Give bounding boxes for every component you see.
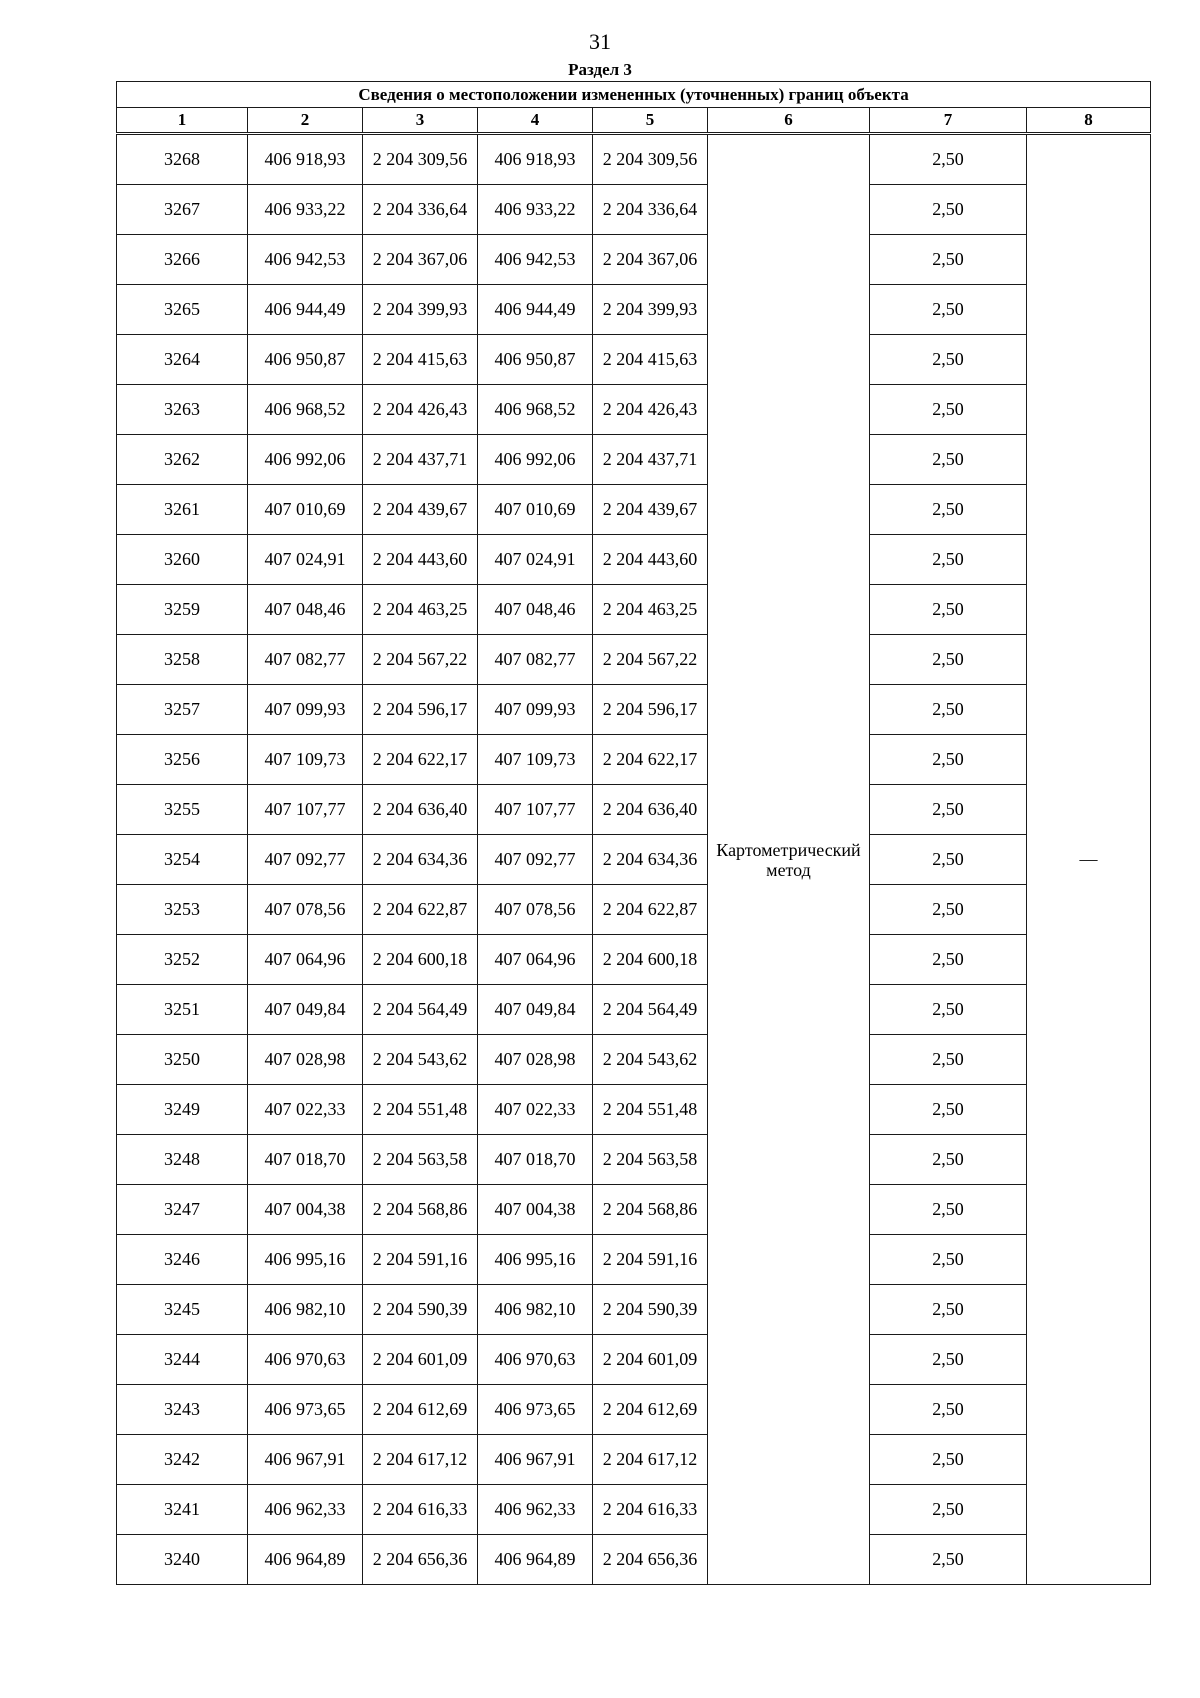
table-row (117, 685, 1151, 735)
y-new-cell: 2 204 568,86 (593, 1185, 708, 1235)
table-caption: Сведения о местоположении измененных (уточненных) границ объекта (117, 82, 1151, 108)
y-existing-cell: 2 204 636,40 (363, 785, 478, 835)
accuracy-cell: 2,50 (870, 134, 1027, 185)
y-existing-cell: 2 204 591,16 (363, 1235, 478, 1285)
point-number-cell: 3253 (117, 885, 248, 935)
table-row (117, 435, 1151, 485)
x-existing-cell: 406 918,93 (248, 134, 363, 185)
x-new-cell: 406 918,93 (478, 134, 593, 185)
y-existing-cell: 2 204 439,67 (363, 485, 478, 535)
table-row (117, 1135, 1151, 1185)
x-new-cell: 407 092,77 (478, 835, 593, 885)
column-header: 2 (248, 108, 363, 134)
x-new-cell: 406 964,89 (478, 1535, 593, 1585)
table-row (117, 585, 1151, 635)
point-number-cell: 3246 (117, 1235, 248, 1285)
table-row (117, 1185, 1151, 1235)
point-number-cell: 3245 (117, 1285, 248, 1335)
point-number-cell: 3240 (117, 1535, 248, 1585)
y-new-cell: 2 204 596,17 (593, 685, 708, 735)
x-existing-cell: 407 107,77 (248, 785, 363, 835)
y-existing-cell: 2 204 564,49 (363, 985, 478, 1035)
column-header: 3 (363, 108, 478, 134)
y-existing-cell: 2 204 596,17 (363, 685, 478, 735)
point-number-cell: 3248 (117, 1135, 248, 1185)
point-number-cell: 3247 (117, 1185, 248, 1235)
y-existing-cell: 2 204 426,43 (363, 385, 478, 435)
y-new-cell: 2 204 567,22 (593, 635, 708, 685)
y-existing-cell: 2 204 622,87 (363, 885, 478, 935)
table-row (117, 1035, 1151, 1085)
x-existing-cell: 407 018,70 (248, 1135, 363, 1185)
x-new-cell: 407 082,77 (478, 635, 593, 685)
x-new-cell: 406 992,06 (478, 435, 593, 485)
y-existing-cell: 2 204 463,25 (363, 585, 478, 635)
y-new-cell: 2 204 443,60 (593, 535, 708, 585)
x-existing-cell: 407 024,91 (248, 535, 363, 585)
y-new-cell: 2 204 564,49 (593, 985, 708, 1035)
table-row (117, 635, 1151, 685)
accuracy-cell: 2,50 (870, 435, 1027, 485)
y-new-cell: 2 204 590,39 (593, 1285, 708, 1335)
y-new-cell: 2 204 463,25 (593, 585, 708, 635)
table-row (117, 185, 1151, 235)
table-row (117, 1335, 1151, 1385)
x-new-cell: 407 024,91 (478, 535, 593, 585)
x-existing-cell: 407 022,33 (248, 1085, 363, 1135)
point-number-cell: 3267 (117, 185, 248, 235)
x-existing-cell: 406 967,91 (248, 1435, 363, 1485)
point-number-cell: 3242 (117, 1435, 248, 1485)
point-number-cell: 3262 (117, 435, 248, 485)
column-header: 5 (593, 108, 708, 134)
table-row (117, 1235, 1151, 1285)
accuracy-cell: 2,50 (870, 385, 1027, 435)
point-number-cell: 3263 (117, 385, 248, 435)
x-new-cell: 406 967,91 (478, 1435, 593, 1485)
accuracy-cell: 2,50 (870, 635, 1027, 685)
y-new-cell: 2 204 426,43 (593, 385, 708, 435)
accuracy-cell: 2,50 (870, 285, 1027, 335)
x-new-cell: 406 995,16 (478, 1235, 593, 1285)
accuracy-cell: 2,50 (870, 535, 1027, 585)
accuracy-cell: 2,50 (870, 235, 1027, 285)
accuracy-cell: 2,50 (870, 685, 1027, 735)
y-existing-cell: 2 204 399,93 (363, 285, 478, 335)
accuracy-cell: 2,50 (870, 1235, 1027, 1285)
point-number-cell: 3261 (117, 485, 248, 535)
y-new-cell: 2 204 543,62 (593, 1035, 708, 1085)
x-existing-cell: 407 082,77 (248, 635, 363, 685)
table-row (117, 1285, 1151, 1335)
table-row (117, 1535, 1151, 1585)
y-existing-cell: 2 204 622,17 (363, 735, 478, 785)
y-new-cell: 2 204 591,16 (593, 1235, 708, 1285)
x-existing-cell: 406 942,53 (248, 235, 363, 285)
x-existing-cell: 407 028,98 (248, 1035, 363, 1085)
point-number-cell: 3244 (117, 1335, 248, 1385)
y-existing-cell: 2 204 309,56 (363, 134, 478, 185)
y-existing-cell: 2 204 437,71 (363, 435, 478, 485)
point-number-cell: 3265 (117, 285, 248, 335)
point-number-cell: 3243 (117, 1385, 248, 1435)
y-existing-cell: 2 204 415,63 (363, 335, 478, 385)
table-row (117, 1385, 1151, 1435)
table-row (117, 335, 1151, 385)
y-existing-cell: 2 204 634,36 (363, 835, 478, 885)
point-number-cell: 3258 (117, 635, 248, 685)
x-existing-cell: 407 092,77 (248, 835, 363, 885)
x-existing-cell: 406 982,10 (248, 1285, 363, 1335)
x-existing-cell: 407 004,38 (248, 1185, 363, 1235)
point-number-cell: 3251 (117, 985, 248, 1035)
y-new-cell: 2 204 367,06 (593, 235, 708, 285)
table-row (117, 935, 1151, 985)
table-row (117, 985, 1151, 1035)
x-existing-cell: 407 064,96 (248, 935, 363, 985)
y-existing-cell: 2 204 616,33 (363, 1485, 478, 1535)
y-existing-cell: 2 204 600,18 (363, 935, 478, 985)
accuracy-cell: 2,50 (870, 785, 1027, 835)
point-number-cell: 3266 (117, 235, 248, 285)
y-new-cell: 2 204 600,18 (593, 935, 708, 985)
point-number-cell: 3255 (117, 785, 248, 835)
y-existing-cell: 2 204 563,58 (363, 1135, 478, 1185)
x-existing-cell: 406 970,63 (248, 1335, 363, 1385)
x-new-cell: 406 982,10 (478, 1285, 593, 1335)
accuracy-cell: 2,50 (870, 1385, 1027, 1435)
y-new-cell: 2 204 336,64 (593, 185, 708, 235)
y-new-cell: 2 204 634,36 (593, 835, 708, 885)
y-new-cell: 2 204 622,87 (593, 885, 708, 935)
column8-cell: — (1027, 134, 1151, 1585)
x-existing-cell: 406 992,06 (248, 435, 363, 485)
x-new-cell: 407 018,70 (478, 1135, 593, 1185)
accuracy-cell: 2,50 (870, 935, 1027, 985)
accuracy-cell: 2,50 (870, 1135, 1027, 1185)
x-existing-cell: 407 048,46 (248, 585, 363, 635)
accuracy-cell: 2,50 (870, 1035, 1027, 1085)
x-new-cell: 407 004,38 (478, 1185, 593, 1235)
accuracy-cell: 2,50 (870, 1285, 1027, 1335)
point-number-cell: 3268 (117, 134, 248, 185)
table-row (117, 785, 1151, 835)
y-existing-cell: 2 204 612,69 (363, 1385, 478, 1435)
y-new-cell: 2 204 437,71 (593, 435, 708, 485)
page-number: 31 (589, 29, 611, 54)
table-body (117, 134, 1151, 1585)
x-existing-cell: 407 099,93 (248, 685, 363, 735)
x-existing-cell: 407 010,69 (248, 485, 363, 535)
x-new-cell: 406 933,22 (478, 185, 593, 235)
x-existing-cell: 406 968,52 (248, 385, 363, 435)
x-existing-cell: 406 933,22 (248, 185, 363, 235)
column-header: 7 (870, 108, 1027, 134)
x-new-cell: 407 107,77 (478, 785, 593, 835)
accuracy-cell: 2,50 (870, 1335, 1027, 1385)
x-existing-cell: 406 995,16 (248, 1235, 363, 1285)
y-existing-cell: 2 204 367,06 (363, 235, 478, 285)
x-new-cell: 407 049,84 (478, 985, 593, 1035)
y-new-cell: 2 204 439,67 (593, 485, 708, 535)
y-existing-cell: 2 204 567,22 (363, 635, 478, 685)
y-new-cell: 2 204 415,63 (593, 335, 708, 385)
accuracy-cell: 2,50 (870, 835, 1027, 885)
x-new-cell: 406 962,33 (478, 1485, 593, 1535)
x-new-cell: 406 950,87 (478, 335, 593, 385)
x-new-cell: 407 010,69 (478, 485, 593, 535)
y-new-cell: 2 204 551,48 (593, 1085, 708, 1135)
column-header: 6 (708, 108, 870, 134)
accuracy-cell: 2,50 (870, 485, 1027, 535)
accuracy-cell: 2,50 (870, 885, 1027, 935)
y-existing-cell: 2 204 617,12 (363, 1435, 478, 1485)
table-row (117, 1085, 1151, 1135)
method-cell: Картометрический метод (708, 134, 870, 1585)
y-new-cell: 2 204 399,93 (593, 285, 708, 335)
point-number-cell: 3250 (117, 1035, 248, 1085)
table-row (117, 485, 1151, 535)
x-new-cell: 407 048,46 (478, 585, 593, 635)
table-row (117, 885, 1151, 935)
x-new-cell: 406 973,65 (478, 1385, 593, 1435)
x-new-cell: 407 064,96 (478, 935, 593, 985)
accuracy-cell: 2,50 (870, 1085, 1027, 1135)
y-new-cell: 2 204 622,17 (593, 735, 708, 785)
point-number-cell: 3252 (117, 935, 248, 985)
x-existing-cell: 406 973,65 (248, 1385, 363, 1435)
x-existing-cell: 407 109,73 (248, 735, 363, 785)
y-new-cell: 2 204 601,09 (593, 1335, 708, 1385)
y-existing-cell: 2 204 336,64 (363, 185, 478, 235)
column-header: 8 (1027, 108, 1151, 134)
x-existing-cell: 406 964,89 (248, 1535, 363, 1585)
y-existing-cell: 2 204 601,09 (363, 1335, 478, 1385)
x-new-cell: 407 099,93 (478, 685, 593, 735)
x-new-cell: 406 968,52 (478, 385, 593, 435)
table-row (117, 285, 1151, 335)
column-header: 4 (478, 108, 593, 134)
y-new-cell: 2 204 617,12 (593, 1435, 708, 1485)
accuracy-cell: 2,50 (870, 1185, 1027, 1235)
x-existing-cell: 406 950,87 (248, 335, 363, 385)
column-header-row (117, 108, 1151, 134)
x-new-cell: 407 022,33 (478, 1085, 593, 1135)
accuracy-cell: 2,50 (870, 1535, 1027, 1585)
table-row (117, 535, 1151, 585)
accuracy-cell: 2,50 (870, 1485, 1027, 1535)
y-new-cell: 2 204 563,58 (593, 1135, 708, 1185)
section-title: Раздел 3 (568, 60, 632, 79)
table-row (117, 835, 1151, 885)
point-number-cell: 3249 (117, 1085, 248, 1135)
x-new-cell: 407 028,98 (478, 1035, 593, 1085)
y-existing-cell: 2 204 543,62 (363, 1035, 478, 1085)
point-number-cell: 3257 (117, 685, 248, 735)
point-number-cell: 3259 (117, 585, 248, 635)
y-existing-cell: 2 204 551,48 (363, 1085, 478, 1135)
x-new-cell: 406 944,49 (478, 285, 593, 335)
y-new-cell: 2 204 612,69 (593, 1385, 708, 1435)
table-row (117, 1485, 1151, 1535)
point-number-cell: 3256 (117, 735, 248, 785)
x-existing-cell: 407 049,84 (248, 985, 363, 1035)
x-existing-cell: 406 944,49 (248, 285, 363, 335)
x-new-cell: 406 970,63 (478, 1335, 593, 1385)
point-number-cell: 3260 (117, 535, 248, 585)
table-row (117, 134, 1151, 185)
y-new-cell: 2 204 656,36 (593, 1535, 708, 1585)
y-existing-cell: 2 204 568,86 (363, 1185, 478, 1235)
accuracy-cell: 2,50 (870, 985, 1027, 1035)
accuracy-cell: 2,50 (870, 1435, 1027, 1485)
table-row (117, 1435, 1151, 1485)
point-number-cell: 3264 (117, 335, 248, 385)
table-row (117, 735, 1151, 785)
x-new-cell: 407 109,73 (478, 735, 593, 785)
accuracy-cell: 2,50 (870, 185, 1027, 235)
y-new-cell: 2 204 309,56 (593, 134, 708, 185)
x-new-cell: 407 078,56 (478, 885, 593, 935)
point-number-cell: 3241 (117, 1485, 248, 1535)
accuracy-cell: 2,50 (870, 735, 1027, 785)
y-new-cell: 2 204 616,33 (593, 1485, 708, 1535)
accuracy-cell: 2,50 (870, 585, 1027, 635)
boundary-table (116, 81, 1151, 1585)
y-existing-cell: 2 204 590,39 (363, 1285, 478, 1335)
point-number-cell: 3254 (117, 835, 248, 885)
y-new-cell: 2 204 636,40 (593, 785, 708, 835)
y-existing-cell: 2 204 443,60 (363, 535, 478, 585)
column-header: 1 (117, 108, 248, 134)
x-existing-cell: 406 962,33 (248, 1485, 363, 1535)
table-row (117, 385, 1151, 435)
x-new-cell: 406 942,53 (478, 235, 593, 285)
accuracy-cell: 2,50 (870, 335, 1027, 385)
y-existing-cell: 2 204 656,36 (363, 1535, 478, 1585)
table-row (117, 235, 1151, 285)
x-existing-cell: 407 078,56 (248, 885, 363, 935)
